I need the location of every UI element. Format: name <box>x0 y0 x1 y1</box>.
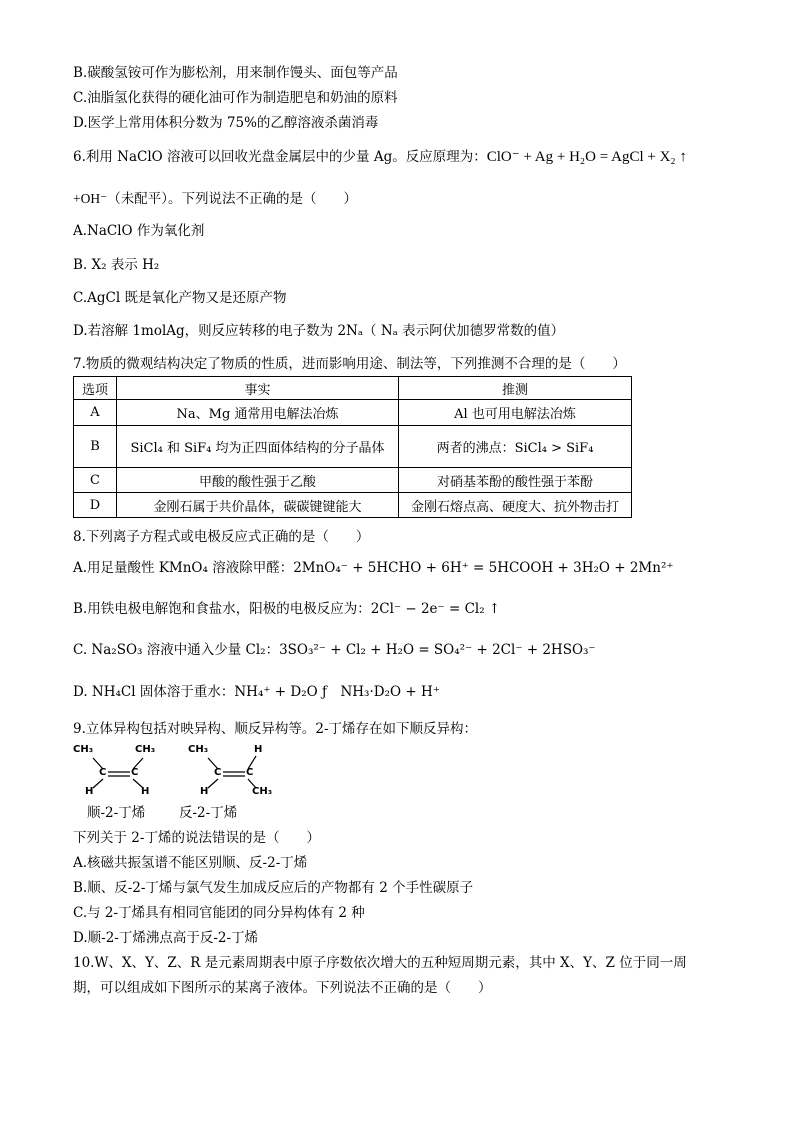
q9-option-b: B.顺、反-2-丁烯与氯气发生加成反应后的产物都有 2 个手性碳原子 <box>73 880 474 896</box>
q9-option-c: C.与 2-丁烯具有相同官能团的同分异构体有 2 种 <box>73 905 365 921</box>
table-header-cell: 事实 <box>117 377 399 400</box>
q6-stem <box>73 148 687 166</box>
hydrogen-atom: H <box>85 786 94 797</box>
q6-equation: ClO⁻ + Ag + H₂O = AgCl + X₂ ↑ <box>486 149 687 165</box>
carbon-atom: C <box>99 767 107 778</box>
trans-2-butene-structure <box>188 744 288 800</box>
q6-option-d: D.若溶解 1molAg，则反应转移的电子数为 2Nₐ（ Nₐ 表示阿伏加德罗常数的值） <box>73 323 565 339</box>
q10-stem-cont: 期，可以组成如下图所示的某离子液体。下列说法不正确的是（ ） <box>73 980 492 996</box>
q6-stem-cont: +OH⁻（未配平）。下列说法不正确的是（ ） <box>73 191 357 206</box>
carbon-atom: C <box>214 767 222 778</box>
table-cell: 甲酸的酸性强于乙酸 <box>117 468 399 493</box>
q6-stem-text: 6.利用 NaClO 溶液可以回收光盘金属层中的少量 Ag。反应原理为： <box>73 149 487 165</box>
q9-option-d: D.顺-2-丁烯沸点高于反-2-丁烯 <box>73 930 259 946</box>
q8-option-a: A.用足量酸性 KMnO₄ 溶液除甲醛：2MnO₄⁻ + 5HCHO + 6H⁺ = 5HCOOH + 3H₂O + 2Mn²⁺ <box>73 560 674 576</box>
q9-stem: 9.立体异构包括对映异构、顺反异构等。2-丁烯存在如下顺反异构： <box>73 721 478 737</box>
cis-2-butene-structure <box>73 744 173 800</box>
trans-label: 反-2-丁烯 <box>179 805 238 821</box>
table-cell: Na、Mg 通常用电解法冶炼 <box>117 400 399 426</box>
methyl-group: CH₃ <box>188 744 209 755</box>
q8-option-c: C. Na₂SO₃ 溶液中通入少量 Cl₂：3SO₃²⁻ + Cl₂ + H₂O = SO₄²⁻ + 2Cl⁻ + 2HSO₃⁻ <box>73 642 596 658</box>
table-row <box>74 468 632 493</box>
methyl-group: CH₃ <box>73 744 94 755</box>
q5-option-b: B.碳酸氢铵可作为膨松剂，用来制作馒头、面包等产品 <box>73 65 398 81</box>
hydrogen-atom: H <box>141 786 150 797</box>
table-row <box>74 493 632 518</box>
methyl-group: CH₃ <box>252 786 273 797</box>
table-cell: SiCl₄ 和 SiF₄ 均为正四面体结构的分子晶体 <box>117 426 399 468</box>
carbon-atom: C <box>131 767 139 778</box>
q7-table <box>73 376 632 518</box>
table-cell: D <box>74 493 117 518</box>
table-header-row <box>74 377 632 400</box>
table-header-cell: 选项 <box>74 377 117 400</box>
q6-option-a: A.NaClO 作为氧化剂 <box>73 223 205 239</box>
table-row <box>74 426 632 468</box>
q7-stem: 7.物质的微观结构决定了物质的性质，进而影响用途、制法等，下列推测不合理的是（ ） <box>73 356 626 372</box>
table-cell: C <box>74 468 117 493</box>
cis-label: 顺-2-丁烯 <box>87 805 146 821</box>
hydrogen-atom: H <box>200 786 209 797</box>
methyl-group: CH₃ <box>135 744 156 755</box>
q9-option-a: A.核磁共振氢谱不能区别顺、反-2-丁烯 <box>73 855 308 871</box>
table-cell: 金刚石属于共价晶体，碳碳键键能大 <box>117 493 399 518</box>
carbon-atom: C <box>246 767 254 778</box>
q10-stem: 10.W、X、Y、Z、R 是元素周期表中原子序数依次增大的五种短周期元素，其中 X、Y、Z 位于同一周 <box>73 955 687 971</box>
q5-option-d: D.医学上常用体积分数为 75%的乙醇溶液杀菌消毒 <box>73 115 379 131</box>
table-cell: Al 也可用电解法冶炼 <box>399 400 632 426</box>
q6-option-c: C.AgCl 既是氧化产物又是还原产物 <box>73 290 287 306</box>
q8-option-b: B.用铁电极电解饱和食盐水，阳极的电极反应为：2Cl⁻ − 2e⁻ = Cl₂ ↑ <box>73 601 501 617</box>
q6-option-b: B. X₂ 表示 H₂ <box>73 257 160 273</box>
table-header-cell: 推测 <box>399 377 632 400</box>
table-cell: 两者的沸点：SiCl₄ > SiF₄ <box>399 426 632 468</box>
q5-option-c: C.油脂氢化获得的硬化油可作为制造肥皂和奶油的原料 <box>73 90 398 106</box>
table-cell: A <box>74 400 117 426</box>
table-cell: B <box>74 426 117 468</box>
q8-stem: 8.下列离子方程式或电极反应式正确的是（ ） <box>73 529 370 545</box>
hydrogen-atom: H <box>254 744 263 755</box>
table-cell: 金刚石熔点高、硬度大、抗外物击打 <box>399 493 632 518</box>
table-row <box>74 400 632 426</box>
q8-option-d: D. NH₄Cl 固体溶于重水：NH₄⁺ + D₂O ƒ NH₃·D₂O + H⁺ <box>73 684 440 700</box>
q9-ask: 下列关于 2-丁烯的说法错误的是（ ） <box>73 830 320 846</box>
table-cell: 对硝基苯酚的酸性强于苯酚 <box>399 468 632 493</box>
